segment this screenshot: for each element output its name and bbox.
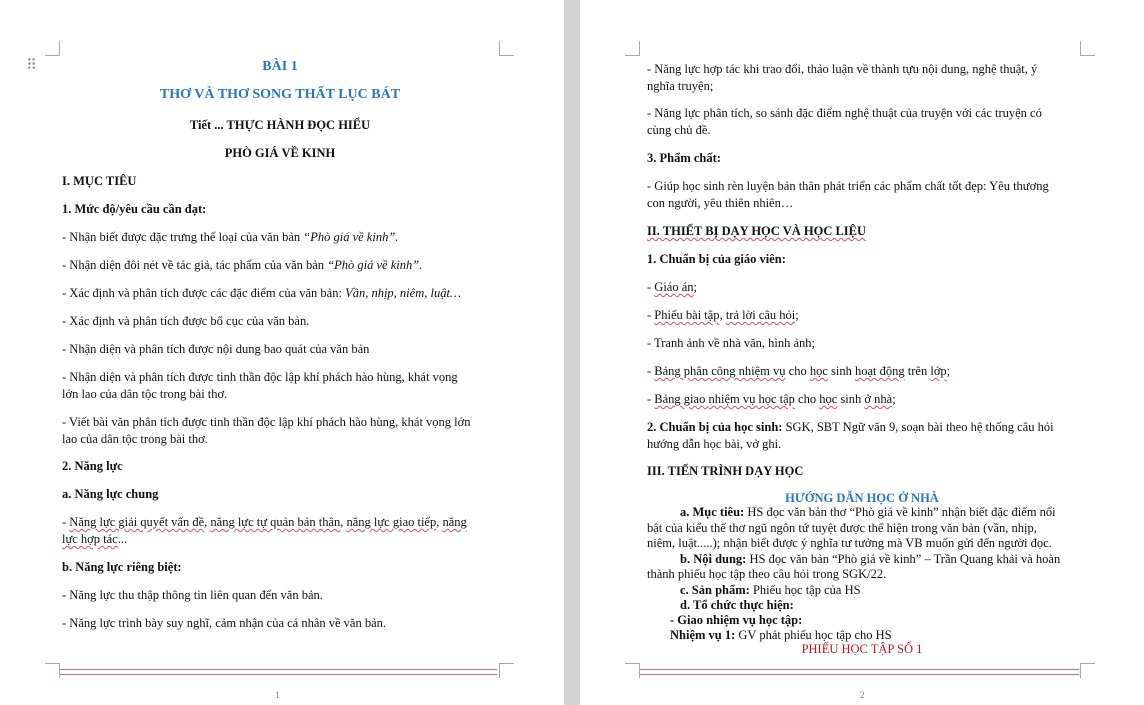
heading-specific-competence: b. Năng lực riêng biệt: [62, 560, 182, 574]
goal-line: a. Mục tiêu: HS đọc văn bản thơ “Phò giá về kinh” nhận biết đặc điểm nổi [680, 505, 1056, 519]
competence-line: - Năng lực thu thập thông tin liên quan đến văn bản. [62, 588, 323, 602]
document-page-2 [580, 0, 1144, 705]
page-number: 2 [860, 690, 865, 700]
home-study-title: HƯỚNG DẪN HỌC Ở NHÀ [785, 491, 939, 505]
teacher-prep-item: - Bảng giao nhiệm vụ học tập cho học sinh ở nhà; [647, 392, 896, 406]
lesson-number: BÀI 1 [262, 59, 298, 74]
teacher-prep-item: - Phiếu bài tập, trả lời câu hỏi; [647, 308, 799, 322]
goal-line-cont: niêm, luật.....); nhận biết được ý nghĩa tư tưởng mà VB muốn gửi đến người đọc. [647, 536, 1052, 550]
competence-line: - Năng lực phân tích, so sánh đặc điểm nghệ thuật của truyện với các truyện có [647, 106, 1042, 120]
content-line: b. Nội dung: HS đọc văn bản “Phò giá về kinh” – Trần Quang khải và hoàn [680, 552, 1061, 566]
competence-line-cont: cùng chủ đề. [647, 123, 711, 137]
student-prep-line-cont: hướng dẫn học bài, vở ghi. [647, 437, 782, 451]
crop-mark [45, 663, 60, 678]
crop-mark [1080, 663, 1095, 678]
heading-competence: 2. Năng lực [62, 459, 123, 473]
content-line-cont: thành phiếu học tập theo câu hỏi trong SGK/22. [647, 567, 887, 581]
organization-heading: d. Tổ chức thực hiện: [680, 598, 794, 612]
competence-line: - Năng lực giải quyết vấn đề, năng lực tự quản bản thân, năng lực giao tiếp, năng [62, 515, 467, 529]
task-line: Nhiệm vụ 1: GV phát phiếu học tập cho HS [670, 628, 892, 642]
objective-line: - Xác định và phân tích được các đặc điểm của văn bản: Vần, nhịp, niêm, luật… [62, 286, 462, 300]
competence-line: - Năng lực trình bày suy nghĩ, cảm nhận của cá nhân về văn bản. [62, 616, 387, 630]
objective-line-cont: lớn lao của dân tộc trong bài thơ. [62, 387, 228, 401]
footer-rule [60, 669, 497, 675]
competence-line-cont: lực hợp tác... [62, 532, 128, 546]
competence-line-cont: nghĩa truyện; [647, 79, 714, 93]
objective-line: - Nhận diện và phân tích được nội dung bao quát của văn bản [62, 342, 370, 356]
footer-rule [640, 669, 1079, 675]
quality-line: - Giúp học sinh rèn luyện bản thân phát triển các phẩm chất tốt đẹp: Yêu thương [647, 179, 1049, 193]
objective-line: - Xác định và phân tích được bố cục của văn bản. [62, 314, 310, 328]
teacher-prep-item: - Tranh ảnh về nhà văn, hình ảnh; [647, 336, 816, 350]
work-title: PHÒ GIÁ VỀ KINH [224, 146, 336, 160]
crop-mark [499, 41, 514, 56]
page-gap [564, 0, 580, 705]
assign-task-heading: - Giao nhiệm vụ học tập: [670, 613, 803, 627]
worksheet-title: PHIẾU HỌC TẬP SỐ 1 [801, 642, 923, 656]
section-heading-equipment: II. THIẾT BỊ DẠY HỌC VÀ HỌC LIỆU [647, 224, 867, 238]
crop-mark [625, 41, 640, 56]
heading-general-competence: a. Năng lực chung [62, 487, 159, 501]
quality-line-cont: con người, yêu thiên nhiên… [647, 196, 794, 210]
heading-requirements: 1. Mức độ/yêu cầu cần đạt: [62, 202, 207, 216]
heading-qualities: 3. Phẩm chất: [647, 151, 721, 165]
competence-line: - Năng lực hợp tác khi trao đổi, thảo luận về thành tựu nội dung, nghệ thuật, ý [647, 62, 1038, 76]
drag-handle-icon[interactable]: ⠿ [26, 58, 38, 74]
document-page-1 [0, 0, 564, 705]
objective-line: - Nhận diện đôi nét về tác giả, tác phẩm của văn bản “Phò giá về kinh”. [62, 258, 423, 272]
product-line: c. Sản phẩm: Phiếu học tập của HS [680, 583, 861, 597]
period-subtitle: Tiết ... THỰC HÀNH ĐỌC HIỂU [189, 118, 371, 132]
crop-mark [499, 663, 514, 678]
page-number: 1 [275, 690, 280, 700]
teacher-prep-item: - Giáo án; [647, 280, 698, 294]
lesson-title: THƠ VÀ THƠ SONG THẤT LỤC BÁT [159, 87, 401, 102]
student-prep-line: 2. Chuẩn bị của học sinh: SGK, SBT Ngữ văn 9, soạn bài theo hệ thống câu hỏi [647, 420, 1054, 434]
objective-line: - Nhận biết được đặc trưng thể loại của văn bản “Phò giá về kinh”. [62, 230, 399, 244]
objective-line: - Viết bài văn phân tích được tinh thần độc lập khí phách hào hùng, khát vọng lớn [62, 415, 471, 429]
objective-line-cont: lao của dân tộc trong bài thơ. [62, 432, 208, 446]
crop-mark [625, 663, 640, 678]
crop-mark [1080, 41, 1095, 56]
goal-line-cont: bật của kiểu thể thơ ngũ ngôn tứ tuyệt được thể hiện trong văn bản (vần, nhịp, [647, 521, 1037, 535]
objective-line: - Nhận diện và phân tích được tinh thần độc lập khí phách hào hùng, khát vọng [62, 370, 458, 384]
heading-teacher-prep: 1. Chuẩn bị của giáo viên: [647, 252, 786, 266]
crop-mark [45, 41, 60, 56]
section-heading-process: III. TIẾN TRÌNH DẠY HỌC [647, 464, 804, 478]
teacher-prep-item: - Bảng phân công nhiệm vụ cho học sinh hoạt động trên lớp; [647, 364, 951, 378]
section-heading-objectives: I. MỤC TIÊU [62, 174, 137, 188]
